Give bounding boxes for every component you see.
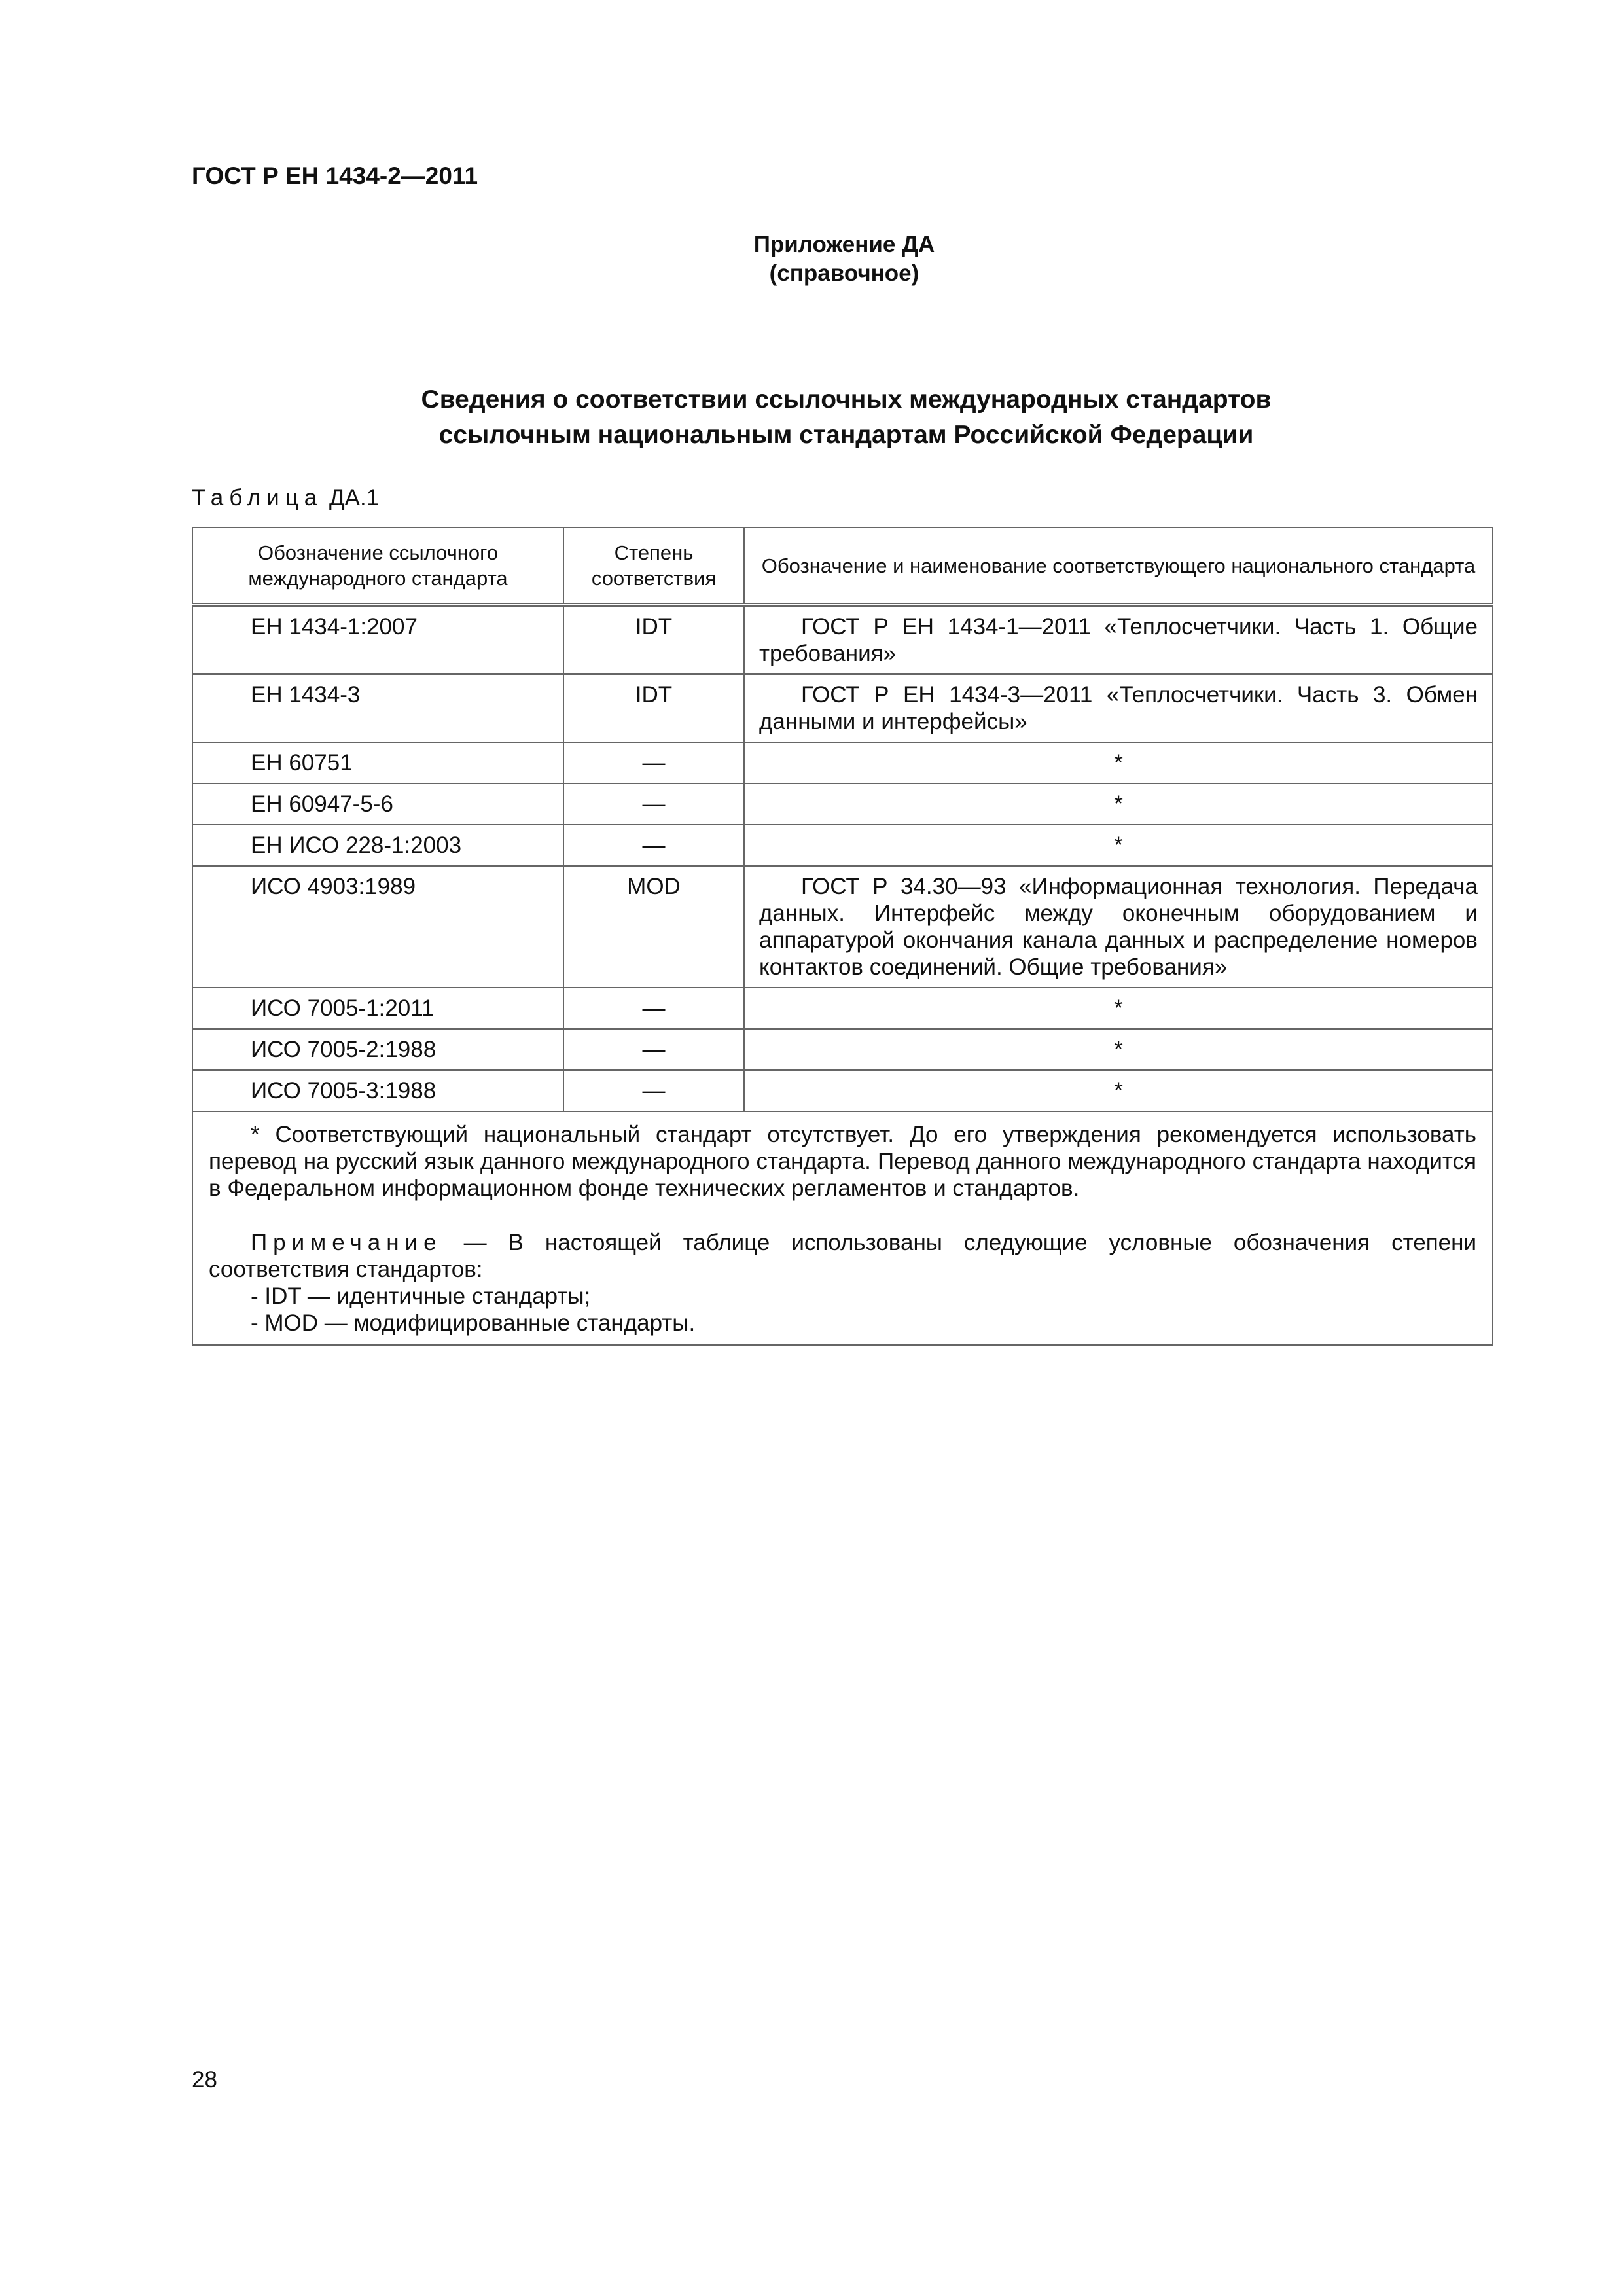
- standards-table: [192, 527, 1493, 1346]
- cell-intl: ЕН 60947-5-6: [192, 783, 563, 825]
- cell-intl: ИСО 7005-2:1988: [192, 1029, 563, 1070]
- footnote: * Соответствующий национальный стандарт отсутствует. До его утверждения рекомендуется использовать перевод на русский язык данного международного стандарта. Перевод данного международного стандарта находится в Федеральном информационном фонде технических регламентов и стандартов.: [209, 1122, 1476, 1201]
- table-row: [192, 674, 1493, 742]
- table-caption-word: Таблица: [192, 485, 323, 511]
- table-row: [192, 988, 1493, 1029]
- main-title-line-2: ссылочным национальным стандартам Российской Федерации: [438, 421, 1254, 449]
- cell-national: *: [744, 1029, 1493, 1070]
- cell-intl: ЕН ИСО 228-1:2003: [192, 825, 563, 866]
- cell-degree: —: [563, 783, 744, 825]
- cell-intl: ЕН 1434-1:2007: [192, 605, 563, 674]
- annex-title: Приложение ДА: [753, 232, 935, 257]
- cell-intl: ИСО 7005-3:1988: [192, 1070, 563, 1111]
- cell-degree: —: [563, 825, 744, 866]
- cell-national: *: [744, 742, 1493, 783]
- table-header-row: [192, 528, 1493, 605]
- cell-intl: ИСО 4903:1989: [192, 866, 563, 988]
- table-caption: [192, 485, 379, 511]
- note-item-mod: - MOD — модифицированные стандарты.: [251, 1310, 696, 1336]
- note-item-idt: - IDT — идентичные стандарты;: [251, 1283, 591, 1309]
- table-note: [209, 1229, 1476, 1283]
- annex-subtitle: (справочное): [769, 260, 919, 286]
- cell-national: ГОСТ Р ЕН 1434-1—2011 «Теплосчетчики. Часть 1. Общие требования»: [744, 605, 1493, 674]
- cell-degree: —: [563, 988, 744, 1029]
- table-row: [192, 742, 1493, 783]
- cell-degree: IDT: [563, 674, 744, 742]
- cell-intl: ЕН 60751: [192, 742, 563, 783]
- table-caption-number: ДА.1: [329, 485, 380, 511]
- cell-national: *: [744, 783, 1493, 825]
- header-national-standard: Обозначение и наименование соответствующего национального стандарта: [744, 528, 1493, 605]
- main-title-line-1: Сведения о соответствии ссылочных международных стандартов: [421, 386, 1272, 414]
- cell-intl: ИСО 7005-1:2011: [192, 988, 563, 1029]
- note-label: Примечание: [251, 1230, 442, 1255]
- document-code: ГОСТ Р ЕН 1434-2—2011: [192, 162, 478, 189]
- cell-national: *: [744, 988, 1493, 1029]
- table-row: [192, 866, 1493, 988]
- cell-national: *: [744, 1070, 1493, 1111]
- cell-degree: IDT: [563, 605, 744, 674]
- table-row: [192, 1070, 1493, 1111]
- header-intl-standard: Обозначение ссылочного международного стандарта: [192, 528, 563, 605]
- cell-intl: ЕН 1434-3: [192, 674, 563, 742]
- table-footer-row: [192, 1111, 1493, 1345]
- table-row: [192, 783, 1493, 825]
- cell-national: ГОСТ Р 34.30—93 «Информационная технология. Передача данных. Интерфейс между оконечным оборудованием и аппаратурой окончания канала данных и распределение номеров контактов соединений. Общие требования»: [744, 866, 1493, 988]
- table-row: [192, 605, 1493, 674]
- table-footer: [192, 1111, 1493, 1345]
- table-row: [192, 1029, 1493, 1070]
- annex-heading: [0, 230, 1623, 288]
- page-number: 28: [192, 2067, 217, 2092]
- cell-national: ГОСТ Р ЕН 1434-3—2011 «Теплосчетчики. Часть 3. Обмен данными и интерфейсы»: [744, 674, 1493, 742]
- cell-national: *: [744, 825, 1493, 866]
- main-title: [192, 382, 1501, 453]
- cell-degree: —: [563, 1070, 744, 1111]
- cell-degree: —: [563, 1029, 744, 1070]
- cell-degree: —: [563, 742, 744, 783]
- header-degree: Степень соответствия: [563, 528, 744, 605]
- table-row: [192, 825, 1493, 866]
- note-text: — В настоящей таблице использованы следующие условные обозначения степени соответствия стандартов:: [209, 1230, 1477, 1282]
- cell-degree: MOD: [563, 866, 744, 988]
